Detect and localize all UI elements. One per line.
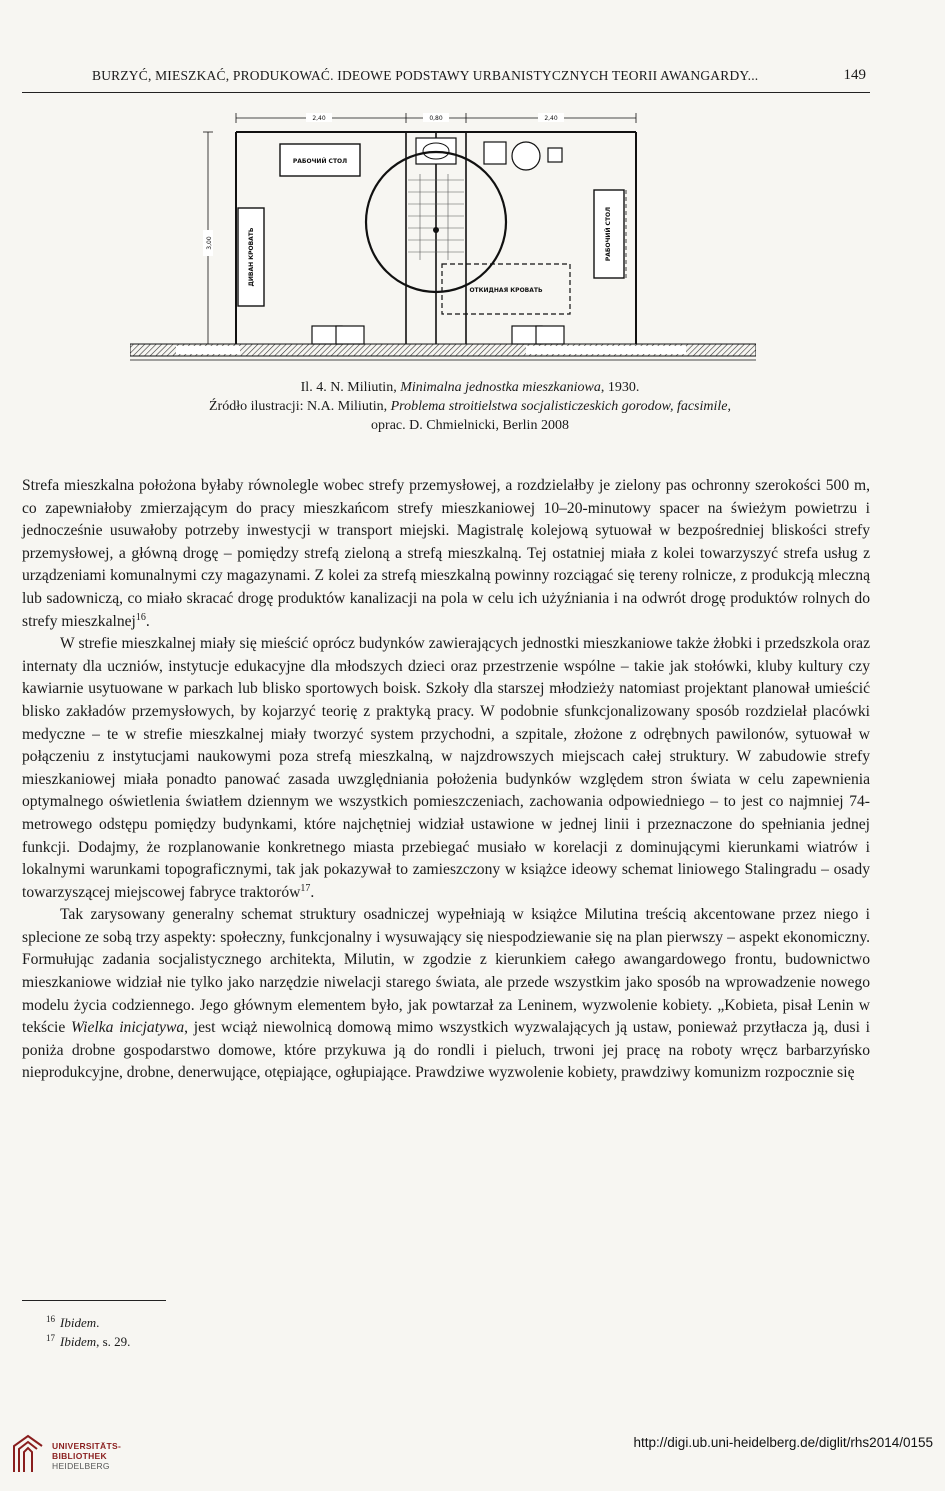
figure-caption xyxy=(120,378,820,435)
footnotes xyxy=(46,1313,131,1351)
chair-bottom-right-2 xyxy=(536,326,564,344)
library-emblem-icon xyxy=(10,1432,50,1476)
running-header xyxy=(22,68,870,93)
body-text xyxy=(22,475,870,1085)
source-url-link[interactable]: http://digi.ub.uni-heidelberg.de/diglit/rhs2014/0155 xyxy=(633,1435,933,1450)
folding-bed-label: ОТКИДНАЯ КРОВАТЬ xyxy=(469,287,543,294)
page-number: 149 xyxy=(843,67,866,83)
footnote-ref-16[interactable]: 16 xyxy=(135,611,146,623)
floor-plan-figure xyxy=(130,104,756,366)
paragraph-3: Tak zarysowany generalny schemat struktury osadniczej wypełniają w książce Milutina treścią akcentowane przez niego i splecione ze sobą trzy aspekty: społeczny, funkcjonalny i wysuwający się niespodziewanie się na plan pierwszy – aspekt ekonomiczny. Formułując zadania socjalistycznego architekta, Milutin, w zgodzie z kierunkiem całego awangardowego frontu, budownictwo mieszkaniowe widział nie tylko jako narzędzie niwelacji starego świata, ale przede wszystkim jako sposób na wprowadzenie nowego modelu życia codziennego. Jego głównym elementem było, jak powtarzał za Leninem, wyzwolenie kobiety. „Kobieta, pisał Lenin w tekście Wielka inicjatywa, jest wciąż niewolnicą domową mimo wszystkich wyzwalających ją ustaw, ponieważ przytłacza ją, dusi i poniża drobne gospodarstwo domowe, które przykuwa ją do rondli i pieluch, trwoni jej pracę na roboty wręcz barbarzyńsko nieprodukcyjne, drobne, denerwujące, otępiające, ogłupiające. Prawdziwe wyzwolenie kobiety, prawdziwy komunizm rozpocznie się xyxy=(22,906,871,1082)
dim-middle-width: 0,80 xyxy=(429,115,443,122)
running-title: BURZYĆ, MIESZKAĆ, PRODUKOWAĆ. IDEOWE PODSTAWY URBANISTYCZNYCH TEORII AWANGARDY... xyxy=(92,68,759,83)
footnote-16: 16 Ibidem. xyxy=(46,1314,100,1330)
chair-bottom-left-2 xyxy=(336,326,364,344)
library-logo[interactable] xyxy=(10,1432,140,1478)
caption-line-1: Il. 4. N. Miliutin, Minimalna jednostka mieszkaniowa, 1930. xyxy=(300,380,640,395)
dim-right-width: 2,40 xyxy=(544,115,558,122)
caption-line-2: Źródło ilustracji: N.A. Miliutin, Problema stroitielstwa socjalisticzeskich gorodow, facsimile, xyxy=(209,399,731,414)
footnote-17: 17 Ibidem, s. 29. xyxy=(46,1333,131,1349)
footnote-divider xyxy=(22,1300,166,1301)
paragraph-2: W strefie mieszkalnej miały się mieścić oprócz budynków zawierających jednostki mieszkaniowe także żłobki i przedszkola oraz internaty dla uczniów, instytucje edukacyjne dla młodszych dzieci oraz przestrzenie wspólne – takie jak stołówki, kluby kultury czy kawiarnie usytuowane w parkach lub blisko sportowych boisk. Szkoły dla starszej młodzieży natomiast projektant planował umieścić blisko zakładów przemysłowych, by kojarzyć teorię z praktyką pracy. W podobnie sfunkcjonalizowany sposób rozdzielał placówki medyczne – te w strefie mieszkalnej miały tworzyć system przychodni, a szpitale, złożone z odrębnych pawilonów, sytuował w połączeniu z instytucjami naukowymi poza strefą mieszkalną, w najzdrowszych miejscach całej struktury. W zabudowie strefy mieszkaniowej miała ponadto panować zasada uwzględniania położenia budynków względem stron świata w celu zapewnienia optymalnego oświetlenia światłem dziennym we wszystkich pomieszczeniach, zachowania odpowiedniego – to jest co najmniej 74-metrowego odstępu pomiędzy budynkami, które najchętniej widział ustawione w jednej linii i przeznaczone do spełniania jednej funkcji. Dodajmy, że rozplanowanie konkretnego miasta przebiegać musiało w korelacji z dominującymi kierunkami wiatrów i lokalnymi warunkami topograficznymi, tak jak pokazywał to zamieszczony w książce ideowy schemat liniowego Stalingradu – osady towarzyszącej miejscowej fabryce traktorów$^{17}$. xyxy=(22,635,870,901)
footnote-ref-17[interactable]: 17 xyxy=(300,882,311,894)
dim-left-width: 2,40 xyxy=(312,115,326,122)
dim-height: 3,00 xyxy=(206,236,213,250)
caption-line-3: oprac. D. Chmielnicki, Berlin 2008 xyxy=(371,418,569,433)
logo-line-3: HEIDELBERG xyxy=(52,1461,110,1471)
logo-line-1: UNIVERSITÄTS- xyxy=(52,1441,122,1451)
cabinet-top xyxy=(484,142,506,164)
sofa-bed-label: ДИВАН КРОВАТЬ xyxy=(248,227,255,287)
desk-right-label: РАБОЧИЙ СТОЛ xyxy=(605,206,612,262)
stool xyxy=(512,142,540,170)
small-box xyxy=(548,148,562,162)
paragraph-1: Strefa mieszkalna położona byłaby równolegle wobec strefy przemysłowej, a rozdzielałby je zielony pas ochronny szerokości 500 m, co zapewniałoby zmierzającym do pracy mieszkańcom strefy mieszkaniowej 10–20-minutowy spacer na świeżym powietrzu i jednocześnie usuwałoby potrzeby inwestycji w transport miejski. Magistralę kolejową sytuował w bezpośredniej bliskości strefy przemysłowej, a główną drogę – pomiędzy strefą zieloną a strefą mieszkalną. Tej ostatniej miała z kolei towarzyszyć strefa usług z urządzeniami komunalnymi czy magazynami. Z kolei za strefą mieszkalną powinny rozciągać się tereny rolnicze, z produkcją mleczną lub sadowniczą, co miało skracać drogę produktów kanalizacji na pola w celu ich użyźniania i na odwrót drogę produktów rolnych do strefy mieszkalnej$^{16}$. xyxy=(22,477,870,630)
desk-left-label: РАБОЧИЙ СТОЛ xyxy=(292,158,348,165)
logo-line-2: BIBLIOTHEK xyxy=(52,1451,107,1461)
floor-plan-drawing xyxy=(130,104,756,366)
drain-icon xyxy=(433,227,439,233)
